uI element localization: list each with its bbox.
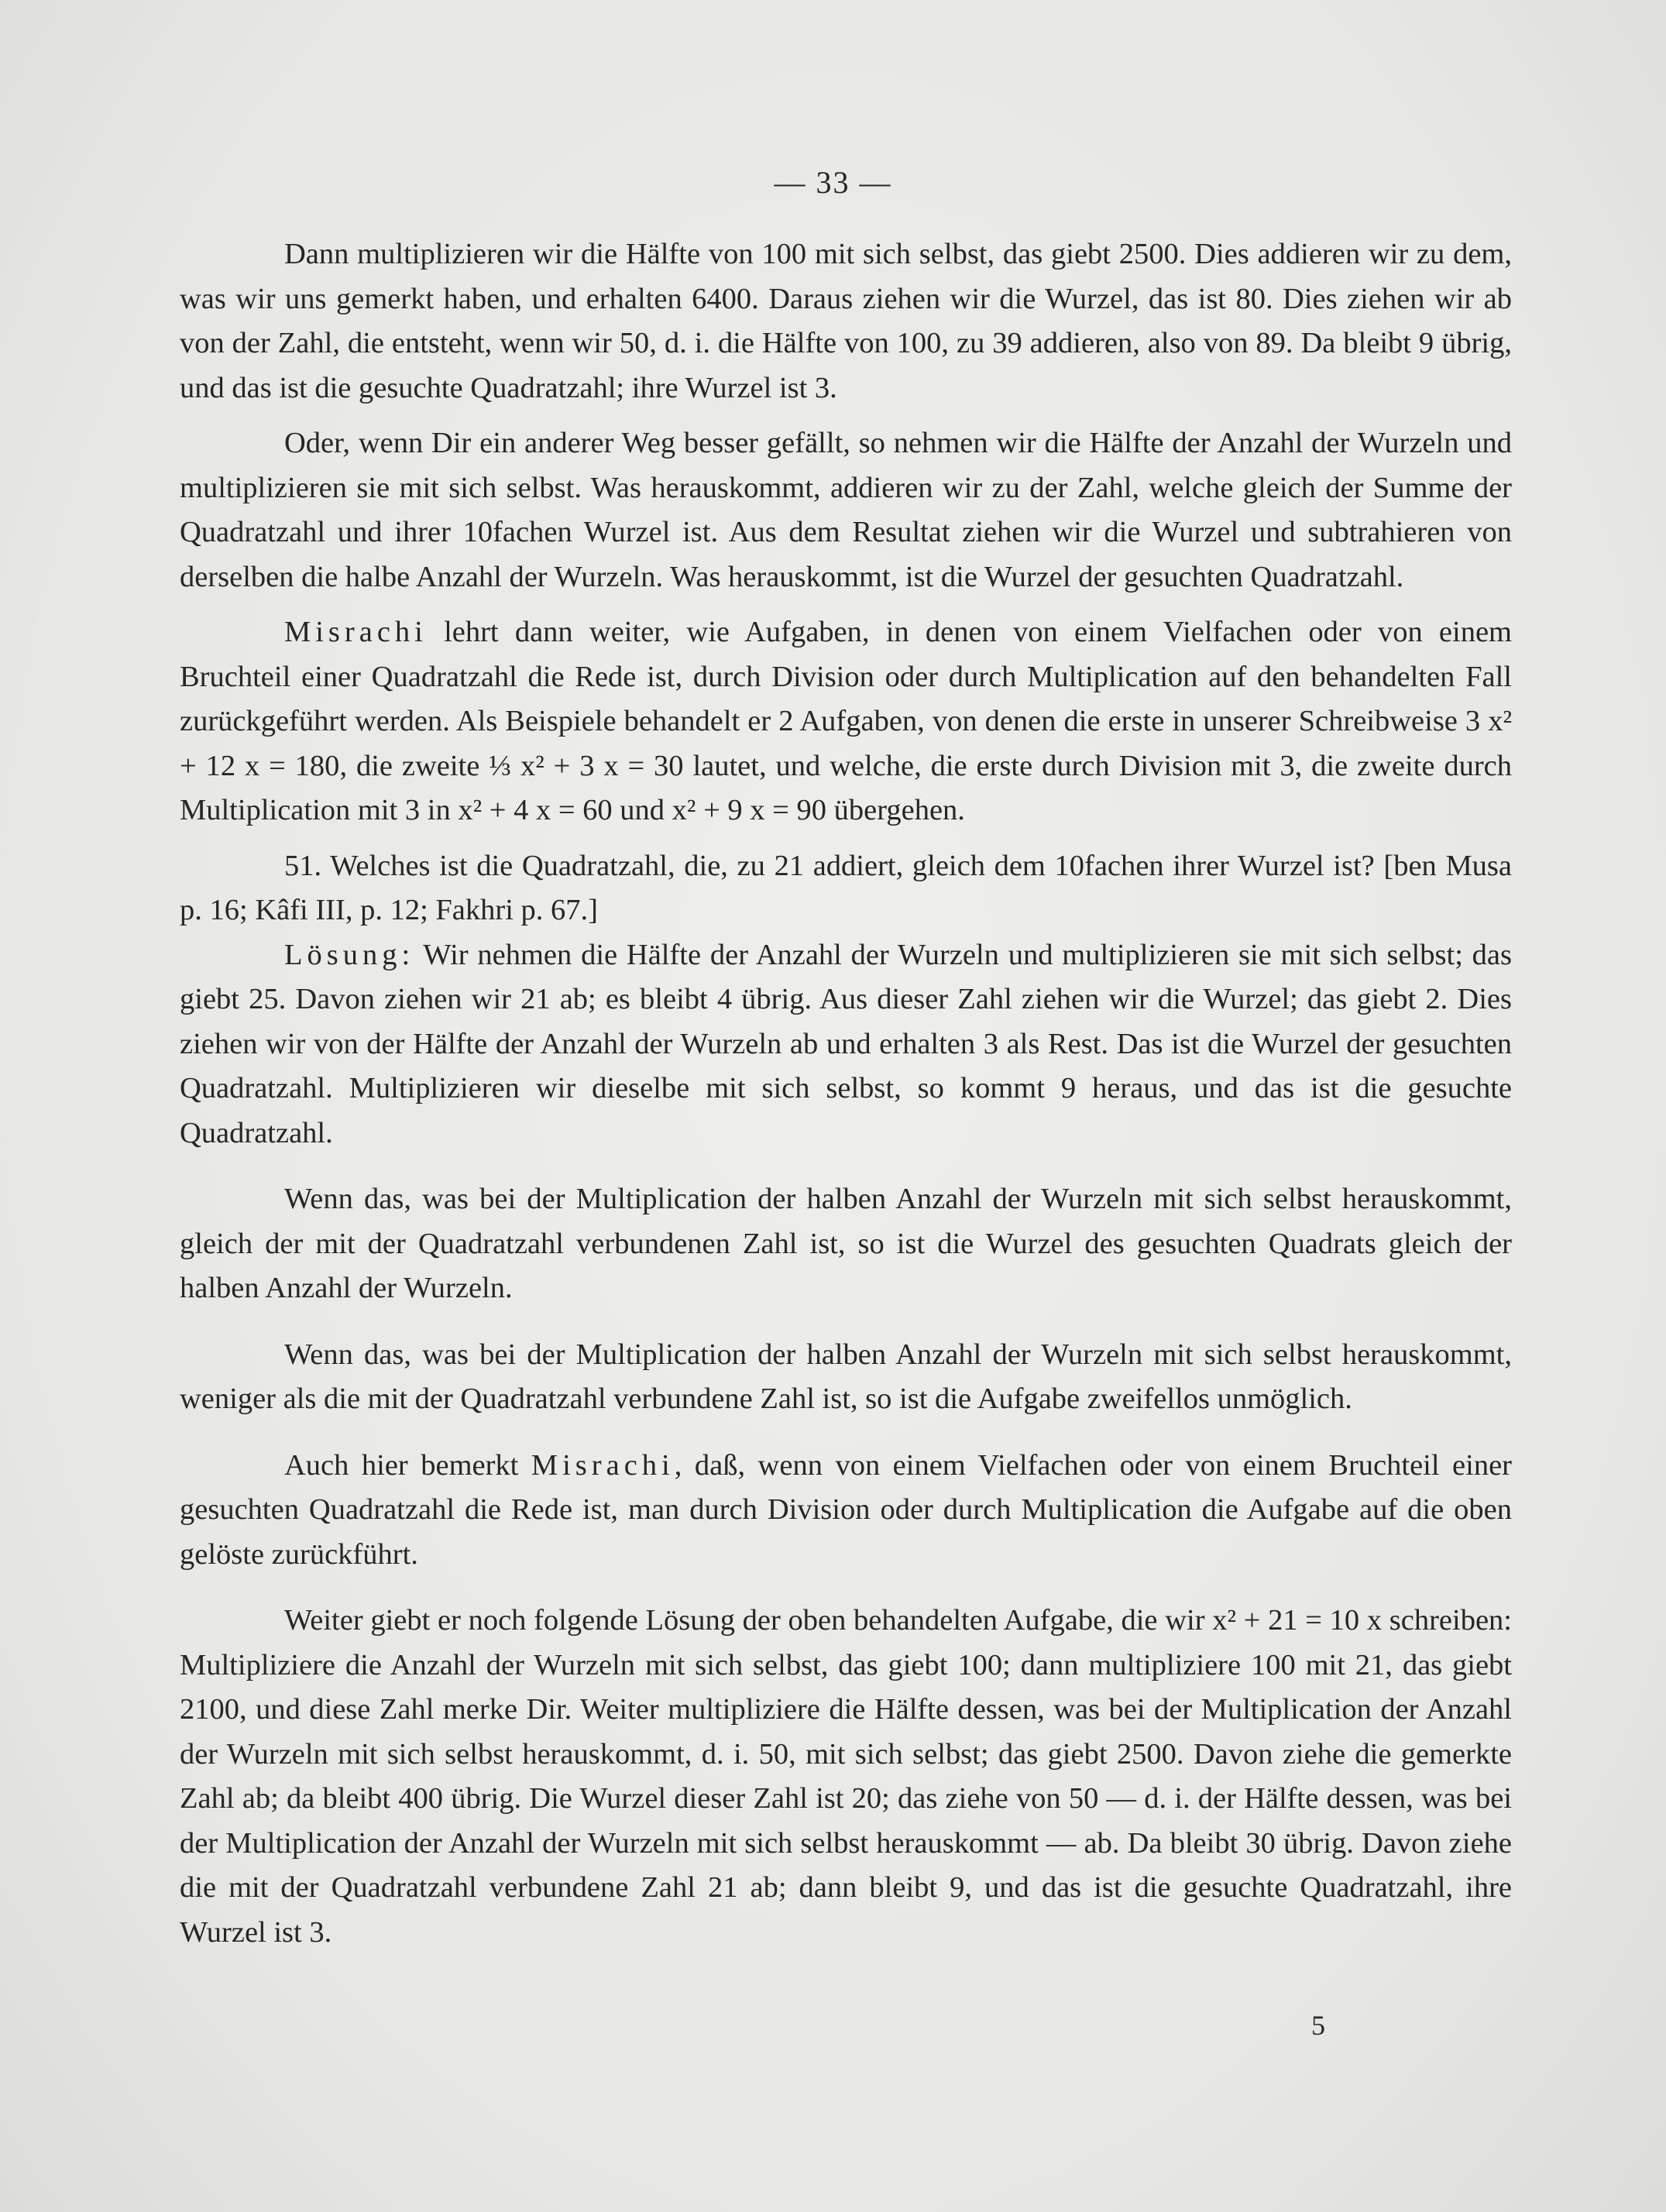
page-number: — 33 — bbox=[774, 165, 892, 200]
equation-1: 3 x² + 12 x = 180 bbox=[180, 705, 1512, 782]
signature-mark: 5 bbox=[1311, 2010, 1325, 2041]
equation-3: x² + 4 x = 60 bbox=[458, 794, 613, 826]
paragraph-6: Wenn das, was bei der Multiplication der halben Anzahl der Wurzeln mit sich selbst herauskommt, gleich der mit der Quadratzahl verbundenen Zahl ist, so ist die Wurzel des gesuchten Quadrats gleich der halben Anzahl der Wurzeln. bbox=[180, 1183, 1512, 1304]
problem-51: 51. Welches ist die Quadratzahl, die, zu 21 addiert, gleich dem 10fachen ihrer Wurzel ist? [ben Musa p. 16; Kâfi III, p. 12; Fakhri p. 67.] bbox=[180, 849, 1512, 926]
solution-text: Wir nehmen die Hälfte der Anzahl der Wurzeln und multiplizieren sie mit sich selbst; das giebt 25. Davon ziehen wir 21 ab; es bleibt 4 übrig. Aus dieser Zahl ziehen wir die Wurzel; das giebt 2. Dies ziehen wir von der Hälfte der Anzahl der Wurzeln ab und erhalten 3 als Rest. Das ist die Wurzel der gesuchten Quadratzahl. Multiplizieren wir dieselbe mit sich selbst, so kommt 9 heraus, und das ist die gesuchte Quadratzahl. bbox=[180, 938, 1512, 1149]
solution-label: Lösung: bbox=[284, 938, 415, 971]
solution-paragraph bbox=[180, 933, 1512, 1156]
paragraph-3-text-3: lautet, und welche, die erste durch Division mit 3, die zweite durch Multiplication mit 3 in bbox=[180, 749, 1512, 826]
paragraph-3 bbox=[180, 610, 1512, 833]
body-text bbox=[180, 232, 1512, 1955]
author-name: Misrachi bbox=[284, 616, 428, 648]
paragraph-3-text-2: , die zweite bbox=[339, 749, 489, 782]
paragraph-8 bbox=[180, 1444, 1512, 1578]
paragraph-9-text-1: Weiter giebt er noch folgende Lösung der oben behandelten Aufgabe, die wir bbox=[284, 1604, 1213, 1637]
paragraph-8-text-2: , daß, wenn von einem Vielfachen oder von einem Bruchteil einer gesuchten Quadratzahl die Rede ist, man durch Division oder durch Multiplication die Aufgabe auf die oben gelöste zurückführt. bbox=[180, 1448, 1512, 1571]
equation-5: x² + 21 = 10 x bbox=[1212, 1604, 1383, 1637]
paragraph-9 bbox=[180, 1599, 1512, 1955]
paragraph-7: Wenn das, was bei der Multiplication der halben Anzahl der Wurzeln mit sich selbst herauskommt, weniger als die mit der Quadratzahl verbundene Zahl ist, so ist die Aufgabe zweifellos unmöglich. bbox=[180, 1338, 1512, 1415]
author-name-2: Misrachi bbox=[531, 1448, 675, 1482]
paragraph-3-text-1: lehrt dann weiter, wie Aufgaben, in denen von einem Vielfachen oder von einem Bruchteil einer Quadratzahl die Rede ist, durch Division oder durch Multiplication auf den behandelten Fall zurückgeführt werden. Als Beispiele behandelt er 2 Aufgaben, von denen die erste in unserer Schreibweise bbox=[180, 616, 1512, 737]
paragraph-8-text-1: Auch hier bemerkt bbox=[284, 1448, 531, 1482]
paragraph-3-text-5: übergehen. bbox=[826, 794, 965, 826]
equation-4: x² + 9 x = 90 bbox=[672, 794, 827, 826]
paragraph-1: Dann multiplizieren wir die Hälfte von 100 mit sich selbst, das giebt 2500. Dies addieren wir zu dem, was wir uns gemerkt haben, und erhalten 6400. Daraus ziehen wir die Wurzel, das ist 80. Dies ziehen wir ab von der Zahl, die entsteht, wenn wir 50, d. i. die Hälfte von 100, zu 39 addieren, also von 89. Da bleibt 9 übrig, und das ist die gesuchte Quadratzahl; ihre Wurzel ist 3. bbox=[180, 238, 1512, 404]
paragraph-3-text-4: und bbox=[612, 794, 672, 826]
paragraph-9-text-2: schreiben: Multipliziere die Anzahl der Wurzeln mit sich selbst, das giebt 100; dann multipliziere 100 mit 21, das giebt 2100, und diese Zahl merke Dir. Weiter multipliziere die Hälfte dessen, was bei der Multiplication der Anzahl der Wurzeln mit sich selbst herauskommt, d. i. 50, mit sich selbst; das giebt 2500. Davon ziehe die gemerkte Zahl ab; da bleibt 400 übrig. Die Wurzel dieser Zahl ist 20; das ziehe von 50 — d. i. der Hälfte dessen, was bei der Multiplication der Anzahl der Wurzeln mit sich selbst herauskommt — ab. Da bleibt 30 übrig. Davon ziehe die mit der Quadratzahl verbundene Zahl 21 ab; dann bleibt 9, und das ist die gesuchte Quadratzahl, ihre Wurzel ist 3. bbox=[180, 1604, 1513, 1949]
equation-2: ⅓ x² + 3 x = 30 bbox=[489, 749, 684, 782]
paragraph-2: Oder, wenn Dir ein anderer Weg besser gefällt, so nehmen wir die Hälfte der Anzahl der Wurzeln und multiplizieren sie mit sich selbst. Was herauskommt, addieren wir zu der Zahl, welche gleich der Summe der Quadratzahl und ihrer 10fachen Wurzel ist. Aus dem Resultat ziehen wir die Wurzel und subtrahieren von derselben die halbe Anzahl der Wurzeln. Was herauskommt, ist die Wurzel der gesuchten Quadratzahl. bbox=[180, 427, 1512, 593]
